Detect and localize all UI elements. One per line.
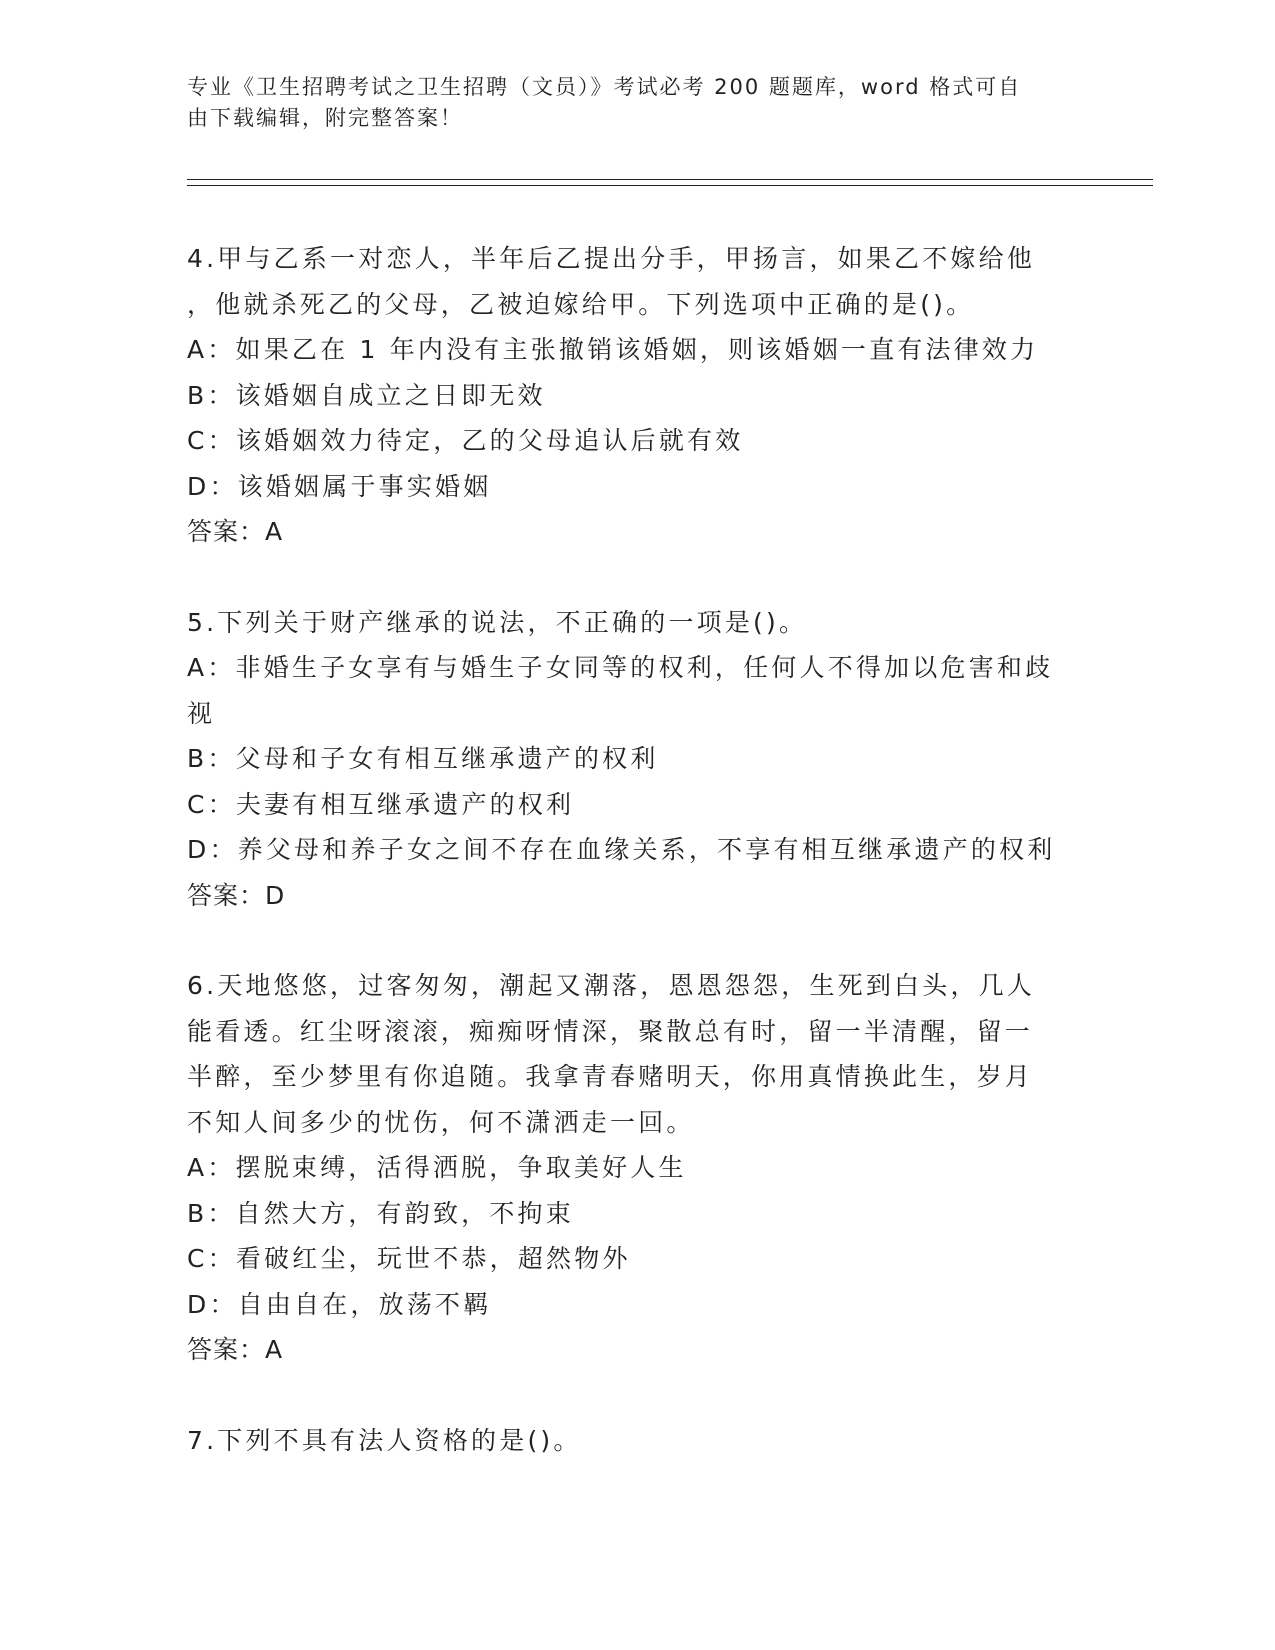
question-stem-line: ，他就杀死乙的父母，乙被迫嫁给甲。下列选项中正确的是()。	[187, 289, 975, 319]
question-option: C：夫妻有相互继承遗产的权利	[187, 789, 575, 819]
question-option: C：看破红尘，玩世不恭，超然物外	[187, 1244, 631, 1273]
answer-label: 答案：	[187, 1335, 266, 1364]
question-stem-line: 能看透。红尘呀滚滚，痴痴呀情深，聚散总有时，留一半清醒，留一	[187, 1016, 1034, 1046]
document-header	[187, 72, 1067, 134]
header-line: 由下载编辑，附完整答案！	[187, 106, 463, 130]
question-option: D：养父母和养子女之间不存在血缘关系，不享有相互继承遗产的权利	[187, 835, 1056, 864]
question-option: C：该婚姻效力待定，乙的父母追认后就有效	[187, 426, 744, 455]
question-option: A：如果乙在 1 年内没有主张撤销该婚姻，则该婚姻一直有法律效力	[187, 335, 1039, 364]
answer-label: 答案：	[187, 880, 266, 910]
answer-label: 答案：	[187, 517, 266, 546]
question-block	[187, 963, 1087, 1373]
question-option: B：该婚姻自成立之日即无效	[187, 380, 546, 410]
question-option: 视	[187, 698, 216, 728]
answer-line	[187, 873, 1087, 919]
header-divider	[187, 179, 1153, 180]
answer-value: A	[265, 1335, 284, 1364]
question-list	[187, 236, 1087, 1463]
question-stem-line: 5.下列关于财产继承的说法，不正确的一项是()。	[187, 607, 808, 637]
answer-value: D	[265, 880, 286, 910]
answer-line	[187, 509, 1087, 555]
question-stem-line: 7.下列不具有法人资格的是()。	[187, 1425, 582, 1455]
question-stem-line: 6.天地悠悠，过客匆匆，潮起又潮落，恩恩怨怨，生死到白头，几人	[187, 971, 1036, 1000]
question-option: A：非婚生子女享有与婚生子女同等的权利，任何人不得加以危害和歧	[187, 653, 1054, 682]
question-option: D：自由自在，放荡不羁	[187, 1289, 492, 1319]
question-option: B：父母和子女有相互继承遗产的权利	[187, 744, 659, 773]
question-stem-line: 4.甲与乙系一对恋人，半年后乙提出分手，甲扬言，如果乙不嫁给他	[187, 244, 1036, 273]
question-stem-line: 半醉，至少梦里有你追随。我拿青春赌明天，你用真情换此生，岁月	[187, 1062, 1034, 1091]
header-line: 专业《卫生招聘考试之卫生招聘（文员）》考试必考 200 题题库，word 格式可自	[187, 75, 1022, 99]
question-block	[187, 600, 1087, 919]
answer-value: A	[265, 517, 284, 546]
header-divider	[187, 185, 1153, 186]
question-block	[187, 236, 1087, 555]
question-option: A：摆脱束缚，活得洒脱，争取美好人生	[187, 1153, 687, 1182]
question-option: D：该婚姻属于事实婚姻	[187, 471, 492, 501]
question-option: B：自然大方，有韵致，不拘束	[187, 1198, 574, 1228]
answer-line	[187, 1327, 1087, 1373]
question-block	[187, 1418, 1087, 1464]
question-stem-line: 不知人间多少的忧伤，何不潇洒走一回。	[187, 1107, 695, 1137]
